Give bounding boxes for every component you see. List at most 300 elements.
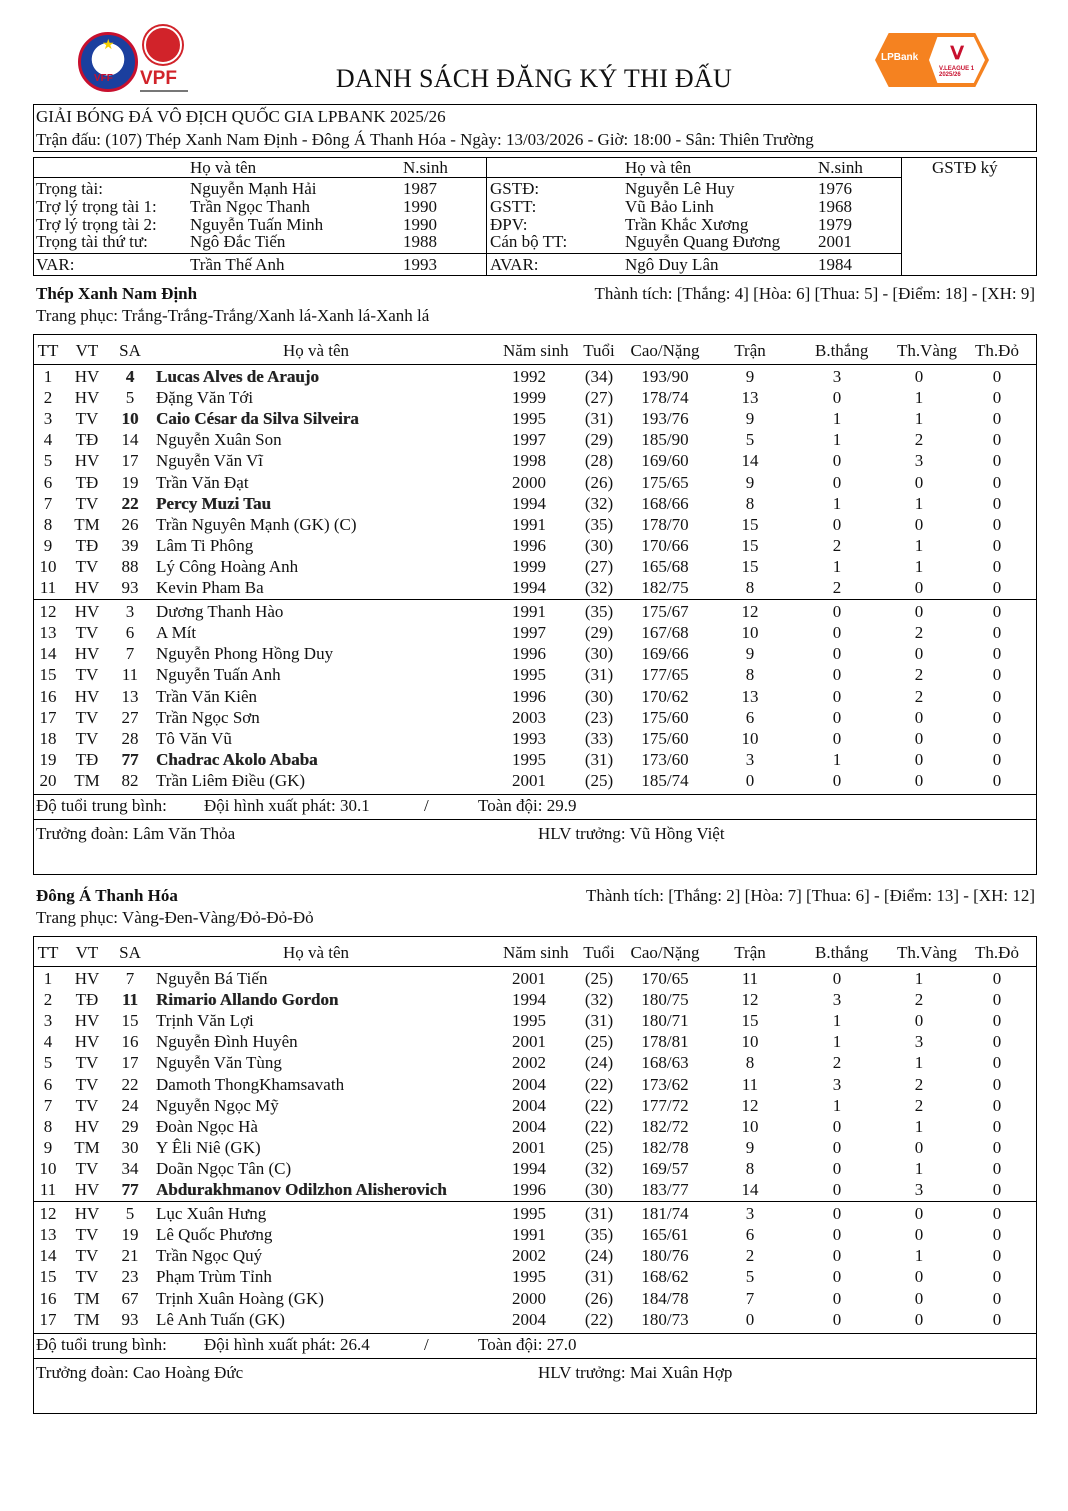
cell-player-name: Nguyễn Văn Tùng xyxy=(156,1053,282,1073)
cell-red-cards: 0 xyxy=(992,990,1002,1010)
cell-player-name: Trần Nguyên Mạnh (GK) (C) xyxy=(156,514,357,534)
cell-tt: 17 xyxy=(39,707,57,727)
player-row xyxy=(33,686,1036,707)
cell-red-cards: 0 xyxy=(992,556,1002,576)
official-role: Trợ lý trọng tài 1: xyxy=(36,197,157,216)
avar-name: Ngô Duy Lân xyxy=(625,255,719,274)
official-year: 1976 xyxy=(818,179,852,198)
cell-player-name: Nguyễn Văn Vĩ xyxy=(156,451,264,471)
cell-goals: 0 xyxy=(832,665,842,685)
cell-yellow-cards: 0 xyxy=(914,770,924,790)
cell-tt: 13 xyxy=(39,623,57,643)
header-name: Họ và tên xyxy=(282,943,350,962)
cell-player-name: Doãn Ngọc Tân (C) xyxy=(156,1158,292,1178)
average-age-label: Độ tuổi trung bình: xyxy=(36,1334,167,1354)
player-row xyxy=(33,429,1036,450)
cell-matches: 10 xyxy=(741,1032,759,1052)
cell-birth-year: 1996 xyxy=(512,686,546,706)
cell-matches: 3 xyxy=(745,749,755,769)
cell-birth-year: 1995 xyxy=(512,1267,546,1287)
cell-birth-year: 2002 xyxy=(512,1246,546,1266)
cell-yellow-cards: 0 xyxy=(914,1288,924,1308)
cell-age: (27) xyxy=(584,556,614,576)
cell-player-name: Dương Thanh Hào xyxy=(156,602,284,622)
cell-height-weight: 184/78 xyxy=(641,1288,689,1308)
cell-birth-year: 1997 xyxy=(512,430,546,450)
cell-position: TM xyxy=(74,1137,100,1157)
cell-player-name: Lý Công Hoàng Anh xyxy=(156,556,299,576)
cell-player-name: Nguyễn Đình Huyên xyxy=(156,1032,298,1052)
cell-position: HV xyxy=(74,1011,100,1031)
cell-goals: 0 xyxy=(832,472,842,492)
player-row xyxy=(33,1116,1036,1137)
cell-number: 21 xyxy=(121,1246,139,1266)
cell-yellow-cards: 2 xyxy=(914,665,924,685)
cell-yellow-cards: 2 xyxy=(914,990,924,1010)
cell-tt: 3 xyxy=(43,409,53,429)
cell-birth-year: 1994 xyxy=(512,1158,546,1178)
official-role: GSTĐ: xyxy=(490,179,540,198)
official-name: Ngô Đắc Tiến xyxy=(190,232,286,251)
cell-height-weight: 168/66 xyxy=(641,493,689,513)
team-name: Thép Xanh Nam Định xyxy=(36,284,198,303)
official-name: Vũ Bảo Linh xyxy=(625,197,714,216)
cell-age: (23) xyxy=(584,707,614,727)
cell-matches: 15 xyxy=(741,514,759,534)
cell-player-name: Trần Ngọc Quý xyxy=(156,1246,263,1266)
cell-height-weight: 180/75 xyxy=(641,990,689,1010)
cell-red-cards: 0 xyxy=(992,1095,1002,1115)
cell-yellow-cards: 0 xyxy=(914,707,924,727)
cell-position: HV xyxy=(74,644,100,664)
cell-height-weight: 181/74 xyxy=(641,1204,689,1224)
staff-divider xyxy=(33,1358,1037,1359)
cell-player-name: Abdurakhmanov Odilzhon Alisherovich xyxy=(156,1180,447,1199)
ball-icon xyxy=(144,26,182,64)
header-red: Th.Đỏ xyxy=(975,943,1019,962)
cell-matches: 12 xyxy=(741,1095,759,1115)
cell-tt: 3 xyxy=(43,1011,53,1031)
official-year: 1979 xyxy=(818,215,852,234)
cell-matches: 13 xyxy=(741,686,759,706)
cell-height-weight: 178/70 xyxy=(641,514,689,534)
player-row xyxy=(33,707,1036,728)
cell-goals: 1 xyxy=(832,1095,842,1115)
cell-height-weight: 175/65 xyxy=(641,472,689,492)
player-row xyxy=(33,1010,1036,1031)
cell-red-cards: 0 xyxy=(992,1288,1002,1308)
cell-matches: 10 xyxy=(741,728,759,748)
cell-number: 11 xyxy=(121,990,139,1010)
cell-matches: 5 xyxy=(745,1267,755,1287)
cell-goals: 0 xyxy=(832,1204,842,1224)
cell-matches: 10 xyxy=(741,1116,759,1136)
cell-yellow-cards: 1 xyxy=(914,409,924,429)
cell-position: TV xyxy=(75,493,99,513)
cell-height-weight: 178/81 xyxy=(641,1032,689,1052)
cell-height-weight: 167/68 xyxy=(641,623,689,643)
cell-goals: 0 xyxy=(832,451,842,471)
cell-matches: 15 xyxy=(741,1011,759,1031)
cell-birth-year: 1999 xyxy=(512,388,546,408)
cell-yellow-cards: 1 xyxy=(914,1116,924,1136)
cell-player-name: Lục Xuân Hưng xyxy=(156,1204,267,1224)
document-title-text: DANH SÁCH ĐĂNG KÝ THI ĐẤU xyxy=(335,64,733,93)
cell-birth-year: 1995 xyxy=(512,409,546,429)
cell-player-name: Rimario Allando Gordon xyxy=(156,990,339,1010)
header-sa: SA xyxy=(119,341,141,360)
cell-height-weight: 169/57 xyxy=(641,1158,689,1178)
cell-number: 14 xyxy=(121,430,139,450)
official-year: 1990 xyxy=(403,197,437,216)
official-name: Trần Ngọc Thanh xyxy=(190,197,310,216)
player-row xyxy=(33,1179,1036,1200)
cell-position: TV xyxy=(75,623,99,643)
cell-goals: 1 xyxy=(832,1011,842,1031)
cell-position: HV xyxy=(74,367,100,386)
cell-height-weight: 168/63 xyxy=(641,1053,689,1073)
cell-tt: 13 xyxy=(39,1225,57,1245)
cell-player-name: Lâm Ti Phông xyxy=(156,535,254,555)
cell-matches: 12 xyxy=(741,602,759,622)
cell-yellow-cards: 2 xyxy=(914,1074,924,1094)
average-age-team: Toàn đội: 29.9 xyxy=(478,796,577,815)
cell-matches: 13 xyxy=(741,388,759,408)
cell-number: 67 xyxy=(121,1288,139,1308)
player-row xyxy=(33,1095,1036,1116)
cell-height-weight: 175/60 xyxy=(641,707,689,727)
cell-position: TĐ xyxy=(75,990,99,1010)
cell-tt: 4 xyxy=(43,430,53,450)
var-name: Trần Thế Anh xyxy=(190,255,285,274)
cell-tt: 12 xyxy=(39,602,57,622)
star-icon: ★ xyxy=(102,38,115,53)
cell-birth-year: 1991 xyxy=(512,602,546,622)
cell-position: TV xyxy=(75,1053,99,1073)
cell-goals: 0 xyxy=(832,686,842,706)
player-row xyxy=(33,408,1036,429)
cell-yellow-cards: 1 xyxy=(914,388,924,408)
cell-red-cards: 0 xyxy=(992,602,1002,622)
cell-birth-year: 1999 xyxy=(512,556,546,576)
cell-position: HV xyxy=(74,1180,100,1199)
cell-yellow-cards: 0 xyxy=(914,644,924,664)
cell-player-name: Damoth ThongKhamsavath xyxy=(156,1074,345,1094)
cell-height-weight: 182/75 xyxy=(641,578,689,597)
cell-yellow-cards: 0 xyxy=(914,1204,924,1224)
cell-age: (22) xyxy=(584,1095,614,1115)
cell-position: TV xyxy=(75,556,99,576)
cell-yellow-cards: 0 xyxy=(914,1267,924,1287)
cell-tt: 5 xyxy=(43,451,53,471)
cell-matches: 3 xyxy=(745,1204,755,1224)
cell-goals: 0 xyxy=(832,602,842,622)
cell-red-cards: 0 xyxy=(992,1309,1002,1329)
cell-yellow-cards: 1 xyxy=(914,535,924,555)
cell-birth-year: 1994 xyxy=(512,990,546,1010)
cell-position: HV xyxy=(74,602,100,622)
cell-position: HV xyxy=(74,686,100,706)
cell-tt: 4 xyxy=(43,1032,53,1052)
cell-tt: 1 xyxy=(43,367,53,386)
cell-age: (24) xyxy=(584,1246,614,1266)
header-yellow: Th.Vàng xyxy=(897,341,957,360)
cell-number: 93 xyxy=(121,1309,139,1329)
header-age: Tuổi xyxy=(583,341,615,360)
team-record: Thành tích: [Thắng: 2] [Hòa: 7] [Thua: 6] - [Điểm: 13] - [XH: 12] xyxy=(586,886,1035,905)
cell-yellow-cards: 0 xyxy=(914,1225,924,1245)
cell-yellow-cards: 1 xyxy=(914,1053,924,1073)
player-row xyxy=(33,989,1036,1010)
cell-red-cards: 0 xyxy=(992,770,1002,790)
cell-matches: 9 xyxy=(745,409,755,429)
official-role: Trợ lý trọng tài 2: xyxy=(36,215,157,234)
officials-header-year-right: N.sinh xyxy=(818,158,863,177)
official-role: Cán bộ TT: xyxy=(490,232,568,251)
cell-age: (30) xyxy=(584,686,614,706)
cell-yellow-cards: 0 xyxy=(914,1137,924,1157)
team-kit: Trang phục: Trắng-Trắng-Trắng/Xanh lá-Xanh lá-Xanh lá xyxy=(36,306,430,325)
cell-birth-year: 1995 xyxy=(512,665,546,685)
cell-number: 24 xyxy=(121,1095,139,1115)
cell-red-cards: 0 xyxy=(992,535,1002,555)
cell-matches: 2 xyxy=(745,1246,755,1266)
cell-goals: 0 xyxy=(832,1246,842,1266)
team-kit: Trang phục: Vàng-Đen-Vàng/Đỏ-Đỏ-Đỏ xyxy=(36,908,314,927)
cell-red-cards: 0 xyxy=(992,969,1002,988)
cell-height-weight: 175/67 xyxy=(641,602,689,622)
header-red: Th.Đỏ xyxy=(975,341,1019,360)
header-divider xyxy=(33,966,1037,967)
cell-age: (32) xyxy=(584,990,614,1010)
cell-height-weight: 180/73 xyxy=(641,1309,689,1329)
cell-tt: 15 xyxy=(39,665,57,685)
team-record: Thành tích: [Thắng: 4] [Hòa: 6] [Thua: 5] - [Điểm: 18] - [XH: 9] xyxy=(594,284,1035,303)
cell-tt: 2 xyxy=(43,388,53,408)
cell-position: HV xyxy=(74,388,100,408)
cell-goals: 0 xyxy=(832,707,842,727)
cell-height-weight: 170/65 xyxy=(641,969,689,988)
cell-age: (26) xyxy=(584,1288,614,1308)
player-row xyxy=(33,387,1036,408)
cell-birth-year: 1997 xyxy=(512,623,546,643)
cell-red-cards: 0 xyxy=(992,409,1002,429)
cell-yellow-cards: 3 xyxy=(914,451,924,471)
player-row xyxy=(33,749,1036,770)
cell-tt: 16 xyxy=(39,1288,57,1308)
average-age-separator: / xyxy=(424,796,429,815)
cell-red-cards: 0 xyxy=(992,728,1002,748)
average-divider xyxy=(33,794,1037,795)
cell-number: 19 xyxy=(121,472,139,492)
cell-player-name: Lê Quốc Phương xyxy=(156,1225,273,1245)
player-row xyxy=(33,577,1036,598)
officials-header-name-left: Họ và tên xyxy=(190,158,257,177)
cell-matches: 0 xyxy=(745,770,755,790)
cell-matches: 15 xyxy=(741,556,759,576)
cell-birth-year: 2004 xyxy=(512,1116,546,1136)
cell-goals: 0 xyxy=(832,770,842,790)
average-age-separator: / xyxy=(424,1334,429,1354)
cell-tt: 2 xyxy=(43,990,53,1010)
cell-position: TĐ xyxy=(75,472,99,492)
cell-birth-year: 2000 xyxy=(512,472,546,492)
player-row xyxy=(33,664,1036,685)
cell-height-weight: 178/74 xyxy=(641,388,689,408)
cell-tt: 11 xyxy=(39,578,57,597)
cell-goals: 0 xyxy=(832,514,842,534)
cell-position: TV xyxy=(75,409,99,429)
cell-tt: 14 xyxy=(39,644,57,664)
cell-goals: 0 xyxy=(832,1180,842,1199)
cell-height-weight: 170/62 xyxy=(641,686,689,706)
cell-player-name: Y Êli Niê (GK) xyxy=(156,1137,261,1157)
cell-matches: 8 xyxy=(745,665,755,685)
cell-player-name: Nguyễn Ngọc Mỹ xyxy=(156,1095,279,1115)
cell-red-cards: 0 xyxy=(992,1116,1002,1136)
cell-height-weight: 185/90 xyxy=(641,430,689,450)
cell-birth-year: 1996 xyxy=(512,535,546,555)
player-row xyxy=(33,366,1036,387)
cell-position: HV xyxy=(74,1116,100,1136)
officials-header-year-left: N.sinh xyxy=(403,158,448,177)
cell-matches: 9 xyxy=(745,644,755,664)
cell-number: 28 xyxy=(121,728,139,748)
player-row xyxy=(33,1288,1036,1309)
starters-subs-divider xyxy=(33,1201,1037,1202)
official-name: Nguyễn Tuấn Minh xyxy=(190,215,324,234)
cell-matches: 9 xyxy=(745,367,755,386)
cell-birth-year: 2001 xyxy=(512,1137,546,1157)
cell-player-name: Phạm Trùm Tỉnh xyxy=(156,1267,272,1287)
player-row xyxy=(33,1203,1036,1224)
cell-height-weight: 177/65 xyxy=(641,665,689,685)
cell-tt: 9 xyxy=(43,1137,53,1157)
cell-matches: 5 xyxy=(745,430,755,450)
roster-table-header xyxy=(33,941,1036,965)
cell-red-cards: 0 xyxy=(992,472,1002,492)
cell-age: (27) xyxy=(584,388,614,408)
cell-birth-year: 1994 xyxy=(512,578,546,597)
cell-goals: 0 xyxy=(832,1267,842,1287)
header-tt: TT xyxy=(37,341,59,360)
cell-matches: 7 xyxy=(745,1288,755,1308)
cell-yellow-cards: 2 xyxy=(914,686,924,706)
cell-matches: 14 xyxy=(741,1180,759,1199)
officials-header-name-right: Họ và tên xyxy=(625,158,692,177)
head-coach: HLV trưởng: Mai Xuân Hợp xyxy=(538,1362,733,1382)
cell-yellow-cards: 0 xyxy=(914,1309,924,1329)
cell-age: (31) xyxy=(584,409,614,429)
cell-player-name: Chadrac Akolo Ababa xyxy=(156,749,318,769)
head-coach: HLV trưởng: Vũ Hồng Việt xyxy=(538,824,725,843)
avar-role: AVAR: xyxy=(490,255,539,274)
cell-red-cards: 0 xyxy=(992,1074,1002,1094)
cell-position: TV xyxy=(75,1095,99,1115)
cell-yellow-cards: 2 xyxy=(914,1095,924,1115)
average-age-starters: Đội hình xuất phát: 30.1 xyxy=(204,796,370,815)
cell-position: TĐ xyxy=(75,430,99,450)
cell-goals: 0 xyxy=(832,623,842,643)
cell-birth-year: 2000 xyxy=(512,1288,546,1308)
cell-birth-year: 1994 xyxy=(512,493,546,513)
officials-var-line xyxy=(33,253,902,254)
cell-height-weight: 173/62 xyxy=(641,1074,689,1094)
header-goals: B.thắng xyxy=(815,341,869,360)
cell-red-cards: 0 xyxy=(992,493,1002,513)
cell-tt: 7 xyxy=(43,1095,53,1115)
cell-number: 82 xyxy=(121,770,139,790)
cell-player-name: Nguyễn Phong Hồng Duy xyxy=(156,644,334,664)
starters-subs-divider xyxy=(33,599,1037,600)
official-role: GSTT: xyxy=(490,197,537,216)
cell-height-weight: 185/74 xyxy=(641,770,689,790)
vff-logo-text: VFF xyxy=(94,73,113,84)
player-row xyxy=(33,622,1036,643)
officials-header-line xyxy=(33,177,902,178)
cell-player-name: Trần Ngọc Sơn xyxy=(156,707,260,727)
cell-tt: 8 xyxy=(43,514,53,534)
cell-matches: 8 xyxy=(745,1053,755,1073)
cell-player-name: Đoàn Ngọc Hà xyxy=(156,1116,258,1136)
cell-matches: 6 xyxy=(745,707,755,727)
cell-height-weight: 193/90 xyxy=(641,367,689,386)
cell-age: (34) xyxy=(584,367,614,386)
officials-divider-right xyxy=(901,157,902,276)
cell-goals: 3 xyxy=(832,367,842,386)
cell-yellow-cards: 0 xyxy=(914,602,924,622)
header-matches: Trận xyxy=(734,341,766,360)
team-manager: Trưởng đoàn: Lâm Văn Thỏa xyxy=(36,824,236,843)
cell-red-cards: 0 xyxy=(992,686,1002,706)
cell-number: 77 xyxy=(121,749,139,769)
cell-tt: 1 xyxy=(43,969,53,988)
officials-header-sign: GSTĐ ký xyxy=(932,158,998,177)
cell-goals: 0 xyxy=(832,1288,842,1308)
match-info: Trận đấu: (107) Thép Xanh Nam Định - Đông Á Thanh Hóa - Ngày: 13/03/2026 - Giờ: 18:00 - Sân: Thiên Trường xyxy=(36,130,814,149)
cell-goals: 1 xyxy=(832,556,842,576)
cell-player-name: Trịnh Văn Lợi xyxy=(156,1011,254,1031)
cell-age: (24) xyxy=(584,1053,614,1073)
cell-matches: 9 xyxy=(745,1137,755,1157)
cell-number: 15 xyxy=(121,1011,139,1031)
official-year: 2001 xyxy=(818,232,852,251)
cell-goals: 0 xyxy=(832,1137,842,1157)
cell-goals: 1 xyxy=(832,409,842,429)
cell-player-name: Trịnh Xuân Hoàng (GK) xyxy=(156,1288,324,1308)
cell-matches: 15 xyxy=(741,535,759,555)
cell-yellow-cards: 3 xyxy=(914,1180,924,1199)
cell-yellow-cards: 0 xyxy=(914,472,924,492)
cell-birth-year: 2001 xyxy=(512,969,546,988)
cell-height-weight: 165/61 xyxy=(641,1225,689,1245)
cell-age: (22) xyxy=(584,1074,614,1094)
header-year: Năm sinh xyxy=(503,341,569,360)
cell-red-cards: 0 xyxy=(992,578,1002,597)
cell-tt: 10 xyxy=(39,1158,57,1178)
player-row xyxy=(33,472,1036,493)
cell-red-cards: 0 xyxy=(992,623,1002,643)
cell-position: TV xyxy=(75,707,99,727)
header-vt: VT xyxy=(75,341,99,360)
cell-birth-year: 1993 xyxy=(512,728,546,748)
cell-matches: 11 xyxy=(741,1074,759,1094)
cell-yellow-cards: 0 xyxy=(914,367,924,386)
cell-position: TĐ xyxy=(75,749,99,769)
var-role: VAR: xyxy=(36,255,75,274)
cell-height-weight: 169/60 xyxy=(641,451,689,471)
cell-height-weight: 169/66 xyxy=(641,644,689,664)
